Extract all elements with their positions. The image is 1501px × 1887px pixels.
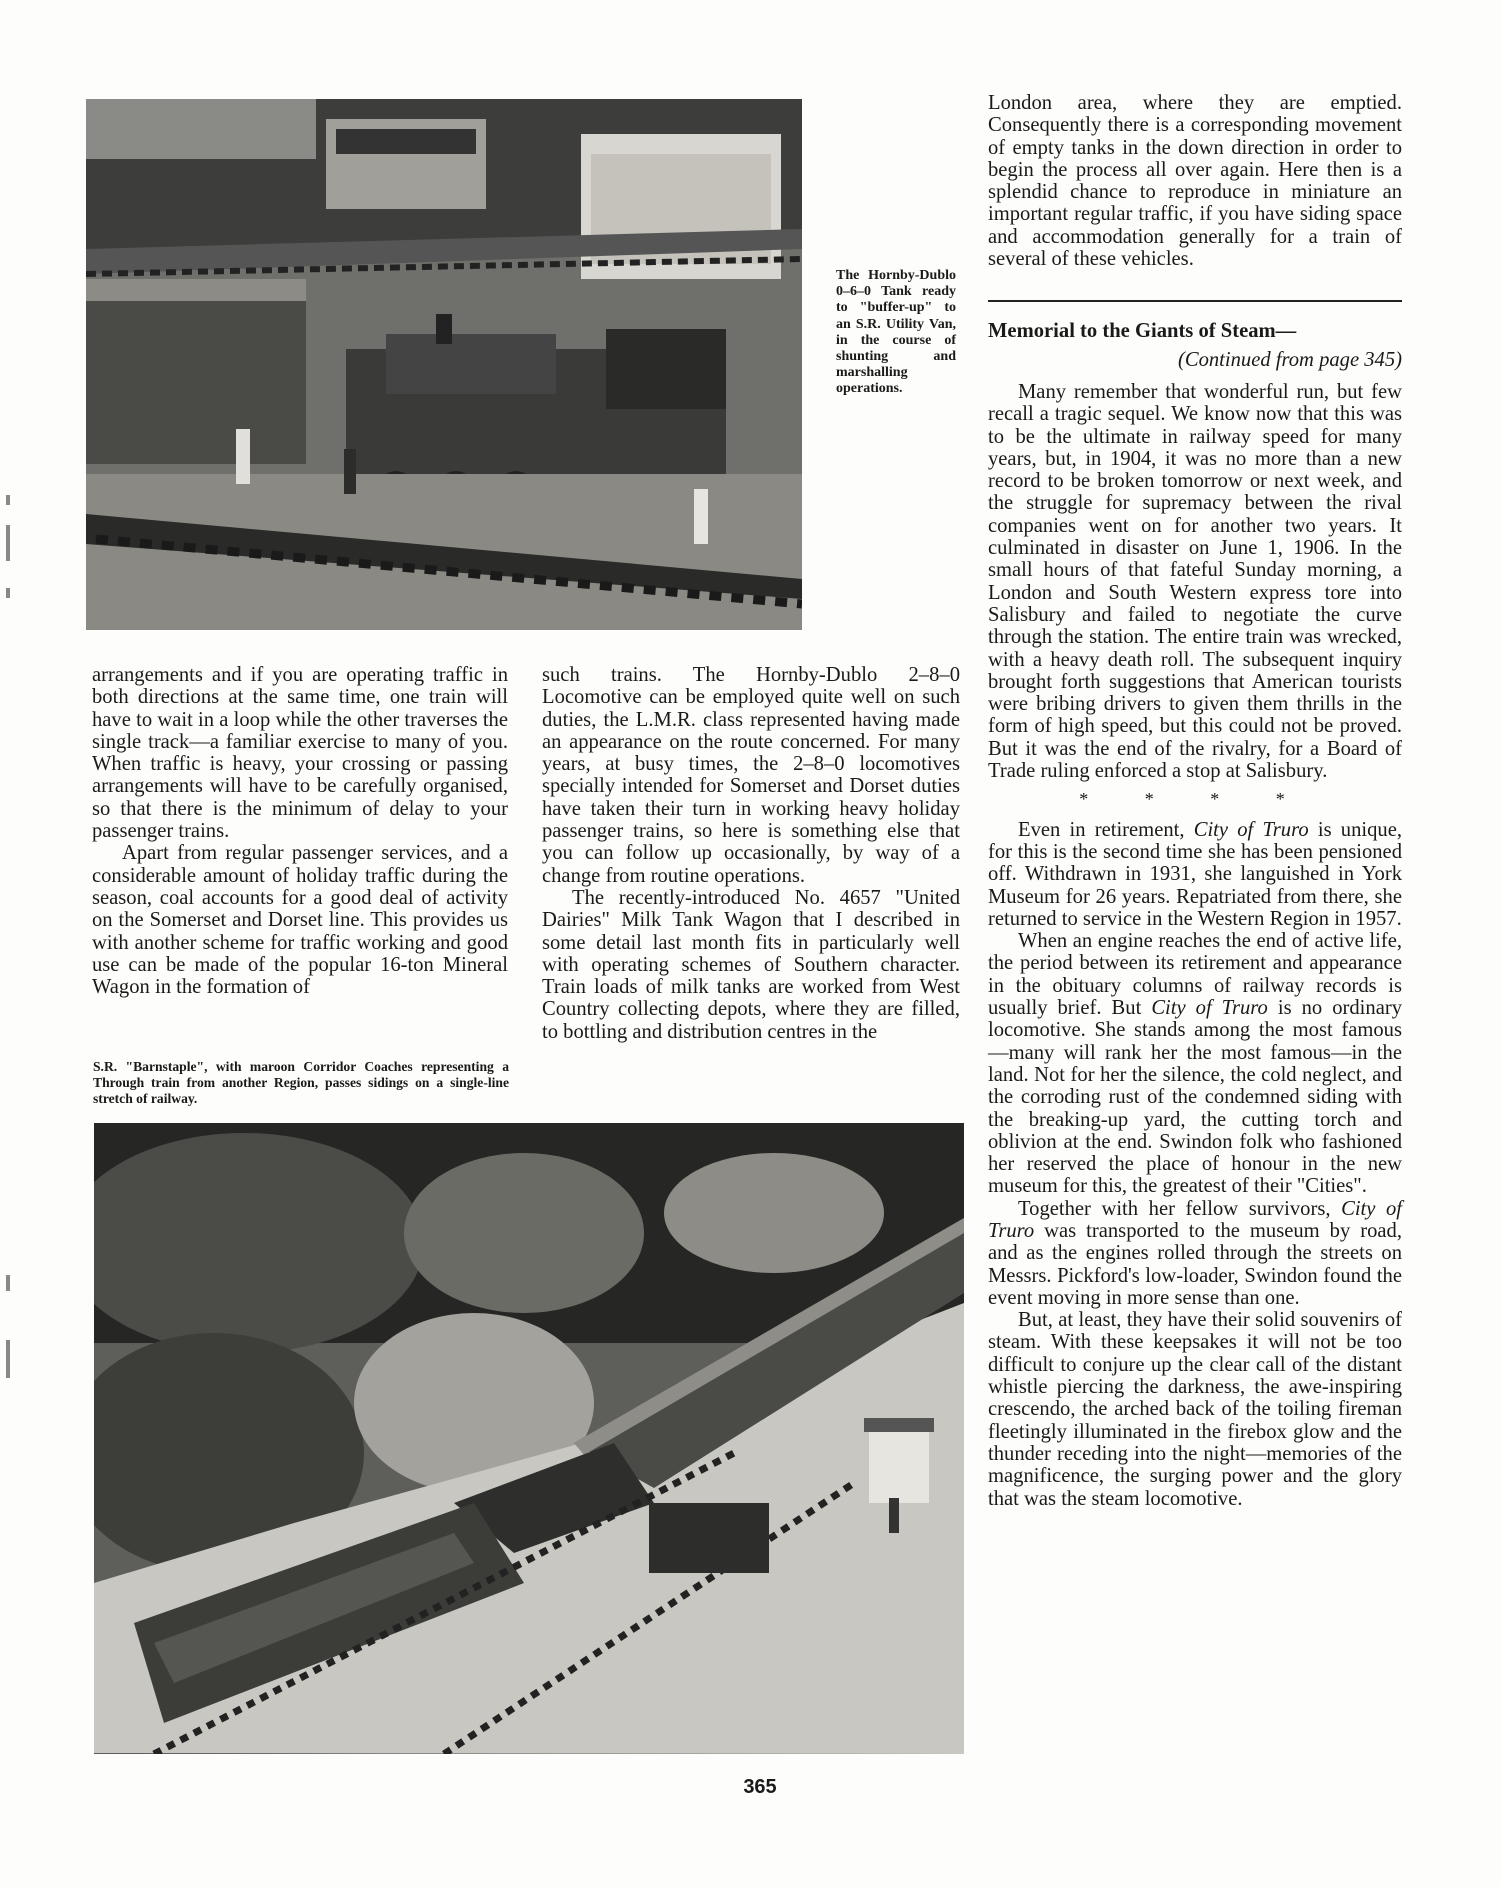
- paragraph: Apart from regular passenger services, and a considerable amount of holiday traffic during the season, coal accounts for a good deal of activity on the Somerset and Dorset line. This provides us with another scheme for traffic working and good use can be made of the popular 16-ton Mineral Wagon in the formation of: [92, 842, 508, 999]
- text-run: Even in retirement,: [1018, 818, 1194, 841]
- margin-mark: [6, 1275, 10, 1291]
- margin-mark: [6, 588, 10, 598]
- column-right: [988, 92, 1402, 270]
- paragraph: [988, 1198, 1402, 1309]
- page-number: 365: [743, 1776, 777, 1798]
- paragraph: London area, where they are emptied. Consequently there is a corresponding movement of empty tanks in the down direction in order to begin the process all over again. Here then is a splendid chance to reproduce in miniature an important regular traffic, if you have siding space and accommodation generally for a train of several of these vehicles.: [988, 92, 1402, 271]
- paragraph: Many remember that wonderful run, but few recall a tragic sequel. We know now that this was to be the ultimate in railway speed for many years, but, in 1904, it was no more than a new record to be broken tomorrow or next week, and the struggle for supremacy between the rival companies went on for another two years. It culminated in disaster on June 1, 1906. In the small hours of that fateful Sunday morning, a London and South Western express tore into Salisbury and failed to negotiate the curve through the station. The entire train was wrecked, with a heavy death roll. The subsequent inquiry brought forth suggestions that American tourists were bribing drivers to given them thrills in the form of high speed, but this could not be proved. But it was the end of the rivalry, for a Board of Trade ruling enforced a stop at Salisbury.: [988, 381, 1402, 783]
- article-heading: Memorial to the Giants of Steam—: [988, 320, 1297, 342]
- margin-mark: [6, 525, 10, 561]
- photo-tank-locomotive-image: [86, 99, 802, 630]
- column-right-article: [988, 381, 1402, 1510]
- caption-tank-locomotive: The Hornby-Dublo 0–6–0 Tank ready to "buffer-up" to an S.R. Utility Van, in the course of shunting and marshalling operations.: [836, 268, 956, 397]
- caption-barnstaple: S.R. "Barnstaple", with maroon Corridor Coaches representing a Through train from another Region, passes sidings on a single-line stretch of railway.: [93, 1059, 509, 1106]
- column-middle: [542, 664, 960, 1043]
- section-break-stars: * * * *: [1079, 789, 1311, 810]
- photo-barnstaple-train-image: [94, 1123, 964, 1754]
- italic-run: City of Truro: [1193, 818, 1309, 841]
- text-run: When an engine reaches the end of active life, the period between its retirement and appearance in the obituary columns of railway records is usually brief. But: [988, 930, 1402, 1020]
- paragraph: The recently-introduced No. 4657 "United Dairies" Milk Tank Wagon that I described in some detail last month fits in particularly well with operating schemes of Southern character. Train loads of milk tanks are worked from West Country collecting depots, where they are filled, to bottling and distribution centres in the: [542, 886, 960, 1043]
- section-rule: [988, 300, 1402, 302]
- text-run: was transported to the museum by road, and as the engines rolled through the streets on Messrs. Pickford's low-loader, Swindon found the event moving in more sense than one.: [988, 1219, 1402, 1309]
- margin-mark: [6, 1340, 10, 1378]
- text-run: is no ordinary locomotive. She stands among the most famous —many will rank her the most famous—in the land. Not for her the silence, the cold neglect, and the corroding rust of the condemned siding with the breaking-up yard, the cutting torch and oblivion at the end. Swindon folk who fashioned her reserved the place of honour in the new museum for this, the greatest of their "Cities".: [988, 997, 1402, 1198]
- paragraph: [988, 930, 1402, 1198]
- paragraph: But, at least, they have their solid souvenirs of steam. With these keepsakes it will not be too difficult to conjure up the clear call of the distant whistle piercing the darkness, the awe-inspiring crescendo, the arched back of the toiling fireman fleetingly illuminated in the firebox glow and the thunder receding into the night—memories of the magnificence, the surging power and the glory that was the steam locomotive.: [988, 1309, 1402, 1510]
- paragraph: [988, 819, 1402, 930]
- text-run: Together with her fellow survivors,: [1018, 1197, 1342, 1220]
- text-run: is unique, for this is the second time she has been pensioned off. Withdrawn in 1931, she languished in York Museum for 26 years. Repatriated from there, she returned to service in the Western Region in 1957.: [988, 818, 1403, 930]
- italic-run: City of Truro: [988, 1197, 1402, 1242]
- continued-note: (Continued from page 345): [1177, 349, 1402, 371]
- italic-run: City of Truro: [1151, 997, 1268, 1020]
- margin-mark: [6, 495, 10, 505]
- photo-tank-locomotive: [86, 99, 802, 630]
- column-left: [92, 664, 508, 998]
- paragraph: arrangements and if you are operating traffic in both directions at the same time, one train will have to wait in a loop while the other traverses the single track—a familiar exercise to many of you. When traffic is heavy, your crossing or passing arrangements will have to be carefully organised, so that there is the minimum of delay to your passenger trains.: [92, 664, 508, 843]
- photo-barnstaple-train: [94, 1123, 964, 1754]
- paragraph: such trains. The Hornby-Dublo 2–8–0 Locomotive can be employed quite well on such duties, the L.M.R. class represented having made an appearance on the route concerned. For many years, at busy times, the 2–8–0 locomotives specially intended for Somerset and Dorset duties have taken their turn in working heavy holiday passenger trains, so here is something else that you can follow up occasionally, by way of a change from routine operations.: [542, 664, 960, 887]
